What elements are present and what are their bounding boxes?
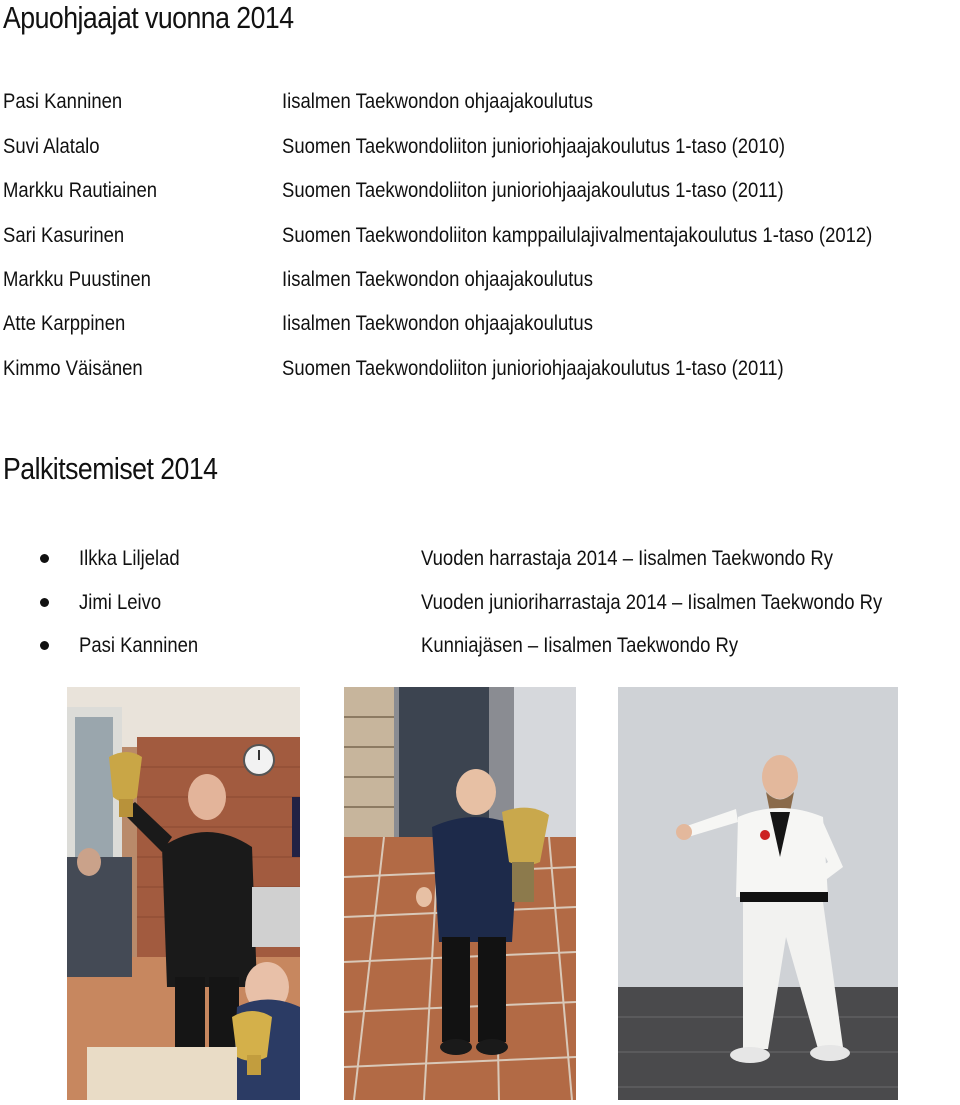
award-recipient: Ilkka Liljelad [79, 547, 180, 570]
instructor-row [0, 309, 960, 339]
award-title: Vuoden junioriharrastaja 2014 – Iisalmen Taekwondo Ry [421, 591, 883, 614]
instructor-name: Sari Kasurinen [3, 224, 125, 247]
instructor-name: Markku Puustinen [3, 268, 151, 291]
instructor-name: Kimmo Väisänen [3, 357, 143, 380]
instructor-name: Markku Rautiainen [3, 179, 158, 202]
instructor-course: Suomen Taekwondoliiton junioriohjaajakoulutus 1-taso (2010) [282, 135, 786, 158]
section-title-assistant-instructors: Apuohjaajat vuonna 2014 [3, 0, 294, 35]
section-title-awards: Palkitsemiset 2014 [3, 451, 218, 486]
instructor-name: Atte Karppinen [3, 312, 126, 335]
instructor-name: Pasi Kanninen [3, 90, 123, 113]
instructor-course: Suomen Taekwondoliiton junioriohjaajakoulutus 1-taso (2011) [282, 357, 784, 380]
instructor-course: Iisalmen Taekwondon ohjaajakoulutus [282, 312, 593, 335]
photo-award-ceremony-junior [344, 687, 576, 1100]
bullet-icon [40, 641, 49, 650]
instructor-row [0, 265, 960, 295]
award-title: Vuoden harrastaja 2014 – Iisalmen Taekwondo Ry [421, 547, 833, 570]
instructor-row [0, 354, 960, 384]
photo-award-ceremony-adult [67, 687, 300, 1100]
award-item [0, 588, 960, 618]
instructor-course: Suomen Taekwondoliiton kamppailulajivalmentajakoulutus 1-taso (2012) [282, 224, 873, 247]
award-item [0, 544, 960, 574]
instructor-name: Suvi Alatalo [3, 135, 100, 158]
bullet-icon [40, 598, 49, 607]
award-recipient: Pasi Kanninen [79, 634, 199, 657]
award-title: Kunniajäsen – Iisalmen Taekwondo Ry [421, 634, 739, 657]
instructor-row [0, 221, 960, 251]
instructor-course: Suomen Taekwondoliiton junioriohjaajakoulutus 1-taso (2011) [282, 179, 784, 202]
award-item [0, 631, 960, 661]
instructor-course: Iisalmen Taekwondon ohjaajakoulutus [282, 90, 593, 113]
bullet-icon [40, 554, 49, 563]
instructor-row [0, 132, 960, 162]
instructor-row [0, 176, 960, 206]
instructor-course: Iisalmen Taekwondon ohjaajakoulutus [282, 268, 593, 291]
photo-honorary-member [618, 687, 898, 1100]
instructor-row [0, 87, 960, 117]
award-recipient: Jimi Leivo [79, 591, 162, 614]
